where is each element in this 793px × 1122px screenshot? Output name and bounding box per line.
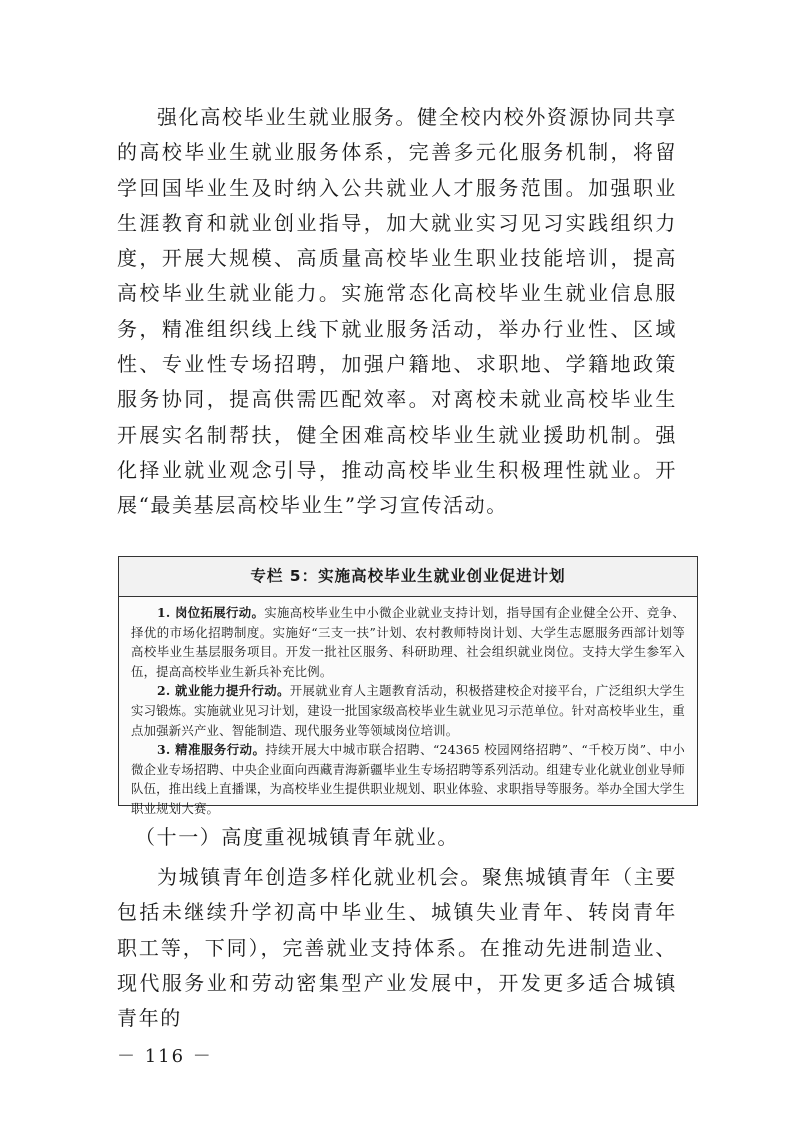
column-box-body xyxy=(119,597,697,819)
column-item-lead: 3. 精准服务行动。 xyxy=(157,742,266,758)
column-item-text: 实施高校毕业生中小微企业就业支持计划，指导国有企业健全公开、竞争、择优的市场化招聘制度。实施好“三支一扶”计划、农村教师特岗计划、大学生志愿服务西部计划等高校毕业生基层服务项目。开发一批社区服务、科研助理、社会组织就业岗位。支持大学生参军入伍，提高高校毕业生新兵补充比例。 xyxy=(131,605,685,679)
column-item-text: 持续开展大中城市联合招聘、“24365 校园网络招聘”、“千校万岗”、中小微企业专场招聘、中央企业面向西藏青海新疆毕业生专场招聘等系列活动。组建专业化就业创业导师队伍，推出线上直播课，为高校毕业生提供职业规划、职业体验、求职指导等服务。举办全国大学生职业规划大赛。 xyxy=(131,742,686,816)
column-item-3 xyxy=(131,740,685,818)
column-box-plan xyxy=(118,556,698,816)
column-item-2 xyxy=(131,681,685,740)
body-paragraph-urban-youth: 为城镇青年创造多样化就业机会。聚焦城镇青年（主要包括未继续升学初高中毕业生、城镇失业青年、转岗青年职工等，下同），完善就业支持体系。在推动先进制造业、现代服务业和劳动密集型产业发展中，开发更多适合城镇青年的 xyxy=(117,865,677,1031)
section-heading: （十一）高度重视城镇青年就业。 xyxy=(135,825,459,849)
column-item-text: 开展就业育人主题教育活动，积极搭建校企对接平台，广泛组织大学生实习锻炼。实施就业见习计划，建设一批国家级高校毕业生就业见习示范单位。针对高校毕业生，重点加强新兴产业、智能制造、现代服务业等领域岗位培训。 xyxy=(131,683,685,738)
body-paragraph-employment-services: 强化高校毕业生就业服务。健全校内校外资源协同共享的高校毕业生就业服务体系，完善多元化服务机制，将留学回国毕业生及时纳入公共就业人才服务范围。加强职业生涯教育和就业创业指导，加大就业实习见习实践组织力度，开展大规模、高质量高校毕业生职业技能培训，提高高校毕业生就业能力。实施常态化高校毕业生就业信息服务，精准组织线上线下就业服务活动，举办行业性、区域性、专业性专场招聘，加强户籍地、求职地、学籍地政策服务协同，提高供需匹配效率。对离校未就业高校毕业生开展实名制帮扶，健全困难高校毕业生就业援助机制。强化择业就业观念引导，推动高校毕业生积极理性就业。开展“最美基层高校毕业生”学习宣传活动。 xyxy=(117,105,677,518)
page-number: － 116 － xyxy=(117,1046,213,1067)
column-item-1 xyxy=(131,603,685,681)
column-item-lead: 1. 岗位拓展行动。 xyxy=(157,605,265,620)
column-item-lead: 2. 就业能力提升行动。 xyxy=(157,683,290,699)
column-box-title: 专栏 5：实施高校毕业生就业创业促进计划 xyxy=(119,557,697,597)
